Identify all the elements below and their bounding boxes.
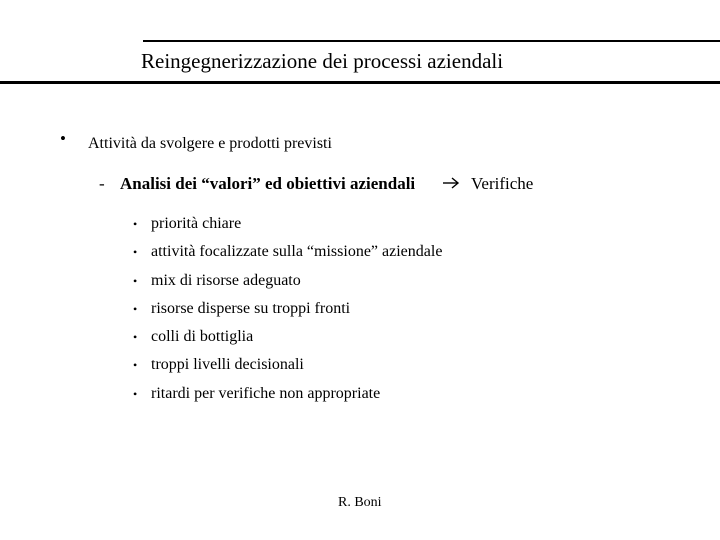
- title-rule-top: [143, 40, 720, 42]
- list-item-text: priorità chiare: [151, 215, 242, 232]
- right-arrow-icon: [441, 175, 461, 191]
- verification-label: Verifiche: [471, 174, 534, 193]
- list-item-text: colli di bottiglia: [151, 328, 254, 346]
- slide-title: Reingegnerizzazione dei processi aziendali: [141, 49, 504, 73]
- dash-marker: -: [99, 174, 105, 193]
- bullet-dot-icon: •: [133, 245, 138, 260]
- bullet-text: Attività da svolgere e prodotti previsti: [88, 135, 332, 152]
- list-item-text: risorse disperse su troppi fronti: [151, 299, 351, 317]
- list-item-text: troppi livelli decisionali: [151, 356, 304, 374]
- bullet-dot-icon: •: [133, 217, 138, 231]
- list-item: [133, 384, 442, 412]
- list-item-text: ritardi per verifiche non appropriate: [151, 384, 381, 402]
- bullet-dot-icon: •: [133, 301, 138, 316]
- list-item: [133, 242, 442, 270]
- bullet-dot-icon: •: [133, 386, 138, 401]
- bullet-dot-icon: •: [133, 273, 138, 288]
- list-item-text: mix di risorse adeguato: [151, 271, 301, 289]
- list-item: [133, 327, 442, 355]
- bullet-dot-icon: •: [133, 358, 138, 373]
- footer-author: R. Boni: [338, 495, 382, 510]
- list-item-text: attività focalizzate sulla “missione” aziendale: [151, 243, 443, 261]
- title-rule-bottom: [0, 81, 720, 84]
- bullet-dot-icon: •: [60, 129, 66, 148]
- analysis-heading: Analisi dei “valori” ed obiettivi aziendali: [120, 174, 416, 193]
- list-item: [133, 299, 442, 327]
- bullet-dot-icon: •: [133, 330, 138, 345]
- check-items-list: [133, 214, 442, 412]
- list-item: [133, 214, 442, 242]
- list-item: [133, 271, 442, 299]
- list-item: [133, 355, 442, 383]
